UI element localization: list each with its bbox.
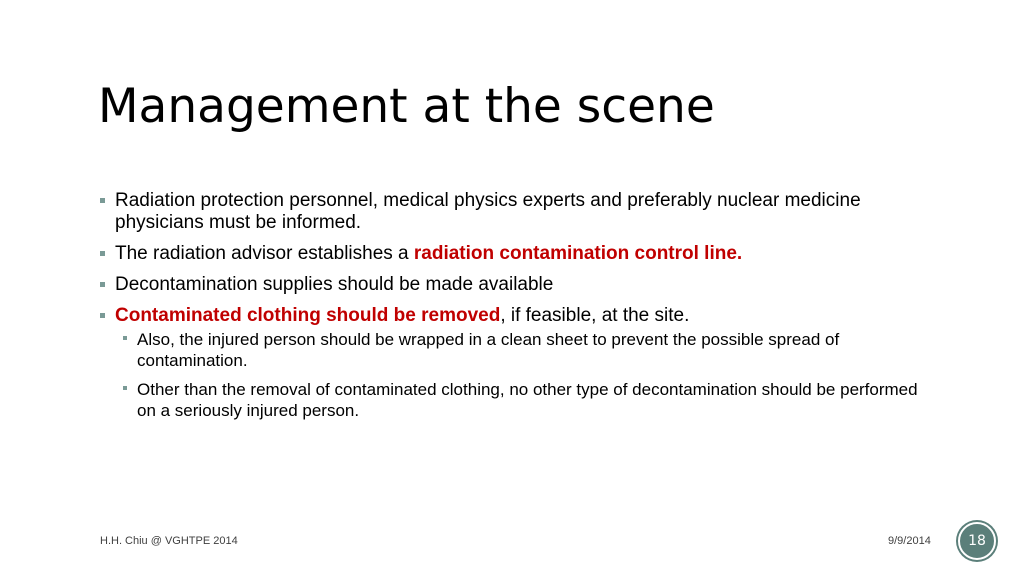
bullet-item xyxy=(100,190,940,234)
sub-bullet-list xyxy=(123,329,940,421)
square-bullet-icon xyxy=(100,313,105,318)
bullet-highlight: Contaminated clothing should be removed xyxy=(115,305,501,326)
slide-title: Management at the scene xyxy=(98,79,715,134)
square-bullet-icon xyxy=(100,282,105,287)
footer-date: 9/9/2014 xyxy=(888,535,931,547)
bullet-highlight: radiation contamination control line. xyxy=(413,243,743,264)
bullet-item xyxy=(100,305,940,421)
bullet-item xyxy=(100,243,940,265)
sub-bullet-text: Other than the removal of contaminated clothing, no other type of decontamination should be performed on a seriously injured person. xyxy=(137,380,918,420)
square-bullet-icon xyxy=(123,386,127,390)
sub-bullet-text: Also, the injured person should be wrapped in a clean sheet to prevent the possible spread of contamination. xyxy=(137,330,840,370)
footer-author: H.H. Chiu @ VGHTPE 2014 xyxy=(100,535,238,547)
sub-bullet-item xyxy=(123,329,940,371)
bullet-text: Decontamination supplies should be made available xyxy=(115,274,554,295)
square-bullet-icon xyxy=(100,198,105,203)
square-bullet-icon xyxy=(100,251,105,256)
page-number-badge: 18 xyxy=(958,522,996,560)
bullet-text: Radiation protection personnel, medical physics experts and preferably nuclear medicine physicians must be informed. xyxy=(115,190,861,233)
square-bullet-icon xyxy=(123,336,127,340)
bullet-text: , if feasible, at the site. xyxy=(500,305,690,326)
slide-content xyxy=(100,190,940,430)
sub-bullet-item xyxy=(123,379,940,421)
bullet-text: The radiation advisor establishes a xyxy=(115,243,414,264)
bullet-item xyxy=(100,274,940,296)
